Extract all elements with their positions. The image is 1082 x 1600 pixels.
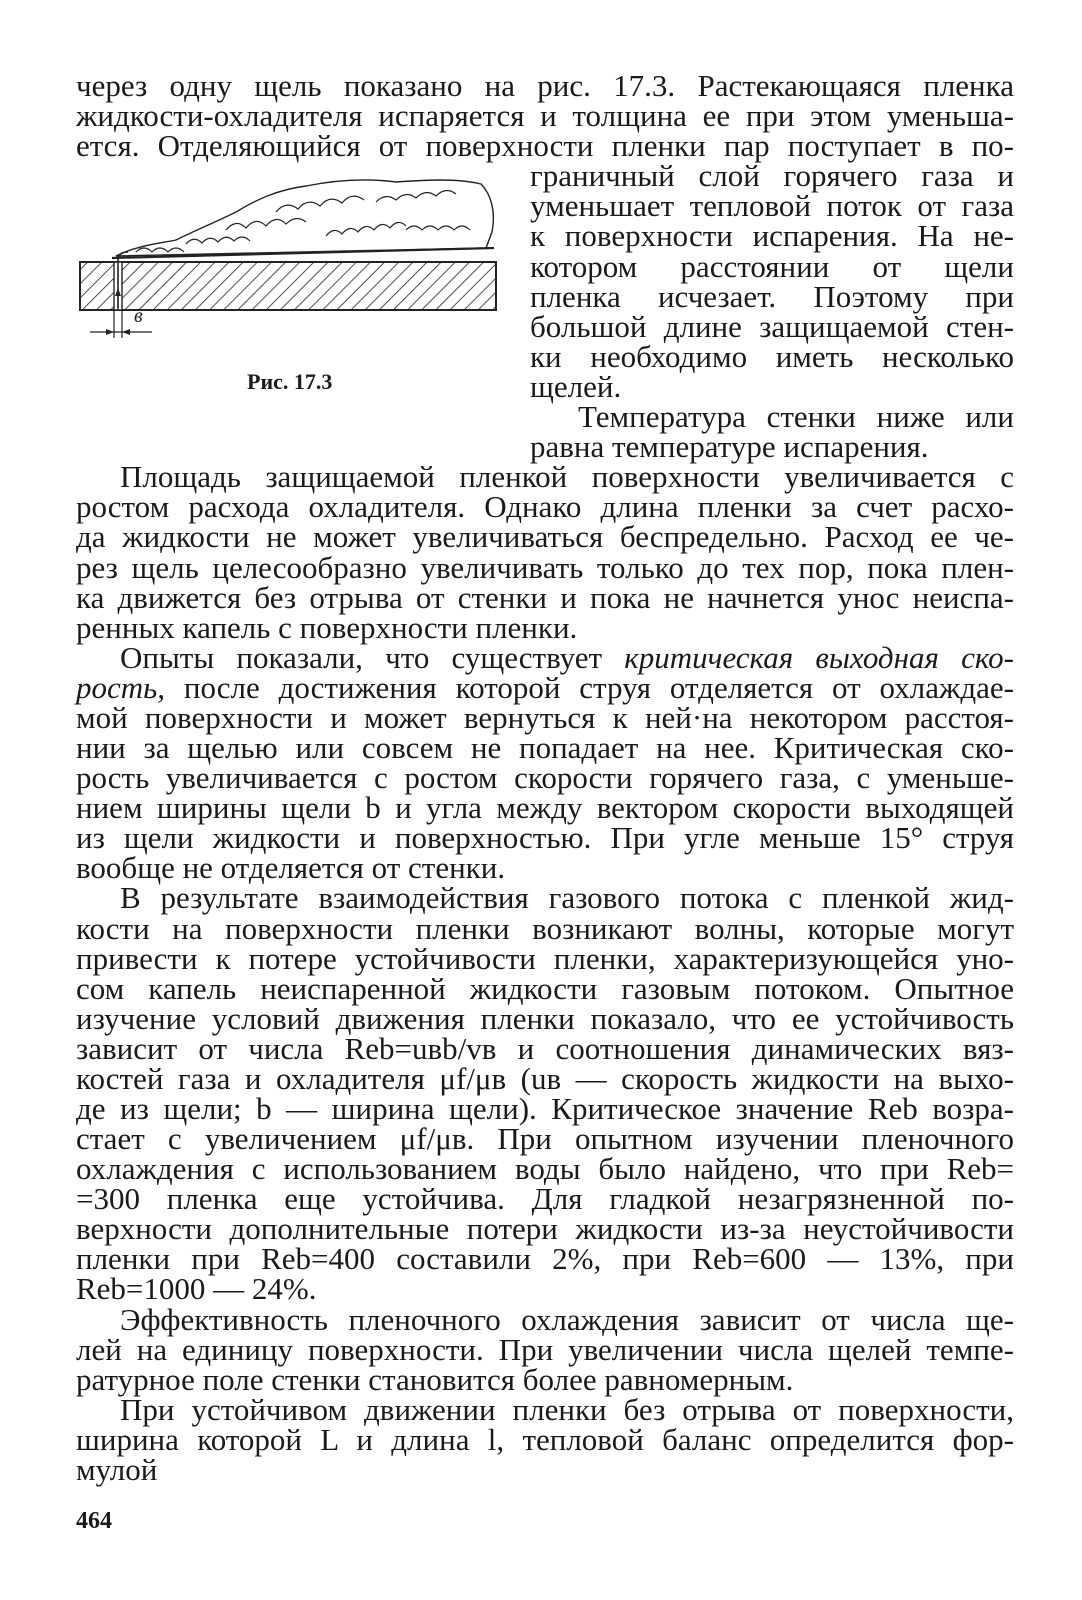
text-line: ка движется без отрыва от стенки и пока не начнется унос неиспа- [76,580,1014,615]
text-line: костей газа и охладителя μf/μв (uв — скорость жидкости на выхо- [76,1061,1014,1096]
text-line: де из щели; b — ширина щели). Критическое значение Reb возра- [76,1091,1014,1126]
liquid-film [112,248,494,258]
text-line: через одну щель показано на рис. 17.3. Растекающаяся пленка [76,68,1014,103]
text-line: ратурное поле стенки становится более равномерным. [76,1362,794,1397]
text-line: изучение условий движения пленки показало, что ее устойчивость [76,1001,1014,1036]
text-line: лей на единицу поверхности. При увеличении числа щелей темпе- [76,1332,1014,1367]
text-line: ренных капель с поверхности пленки. [76,610,578,645]
label-b: в [134,305,143,327]
text-line: ется. Отделяющийся от поверхности пленки пар поступает в по- [76,128,1014,163]
text-line: Температура стенки ниже или [578,399,1014,434]
text-line [76,672,1014,704]
text-line: стает с увеличением μf/μв. При опытном изучении пленочного [76,1121,1014,1156]
text-line: к поверхности испарения. На не- [530,218,1014,253]
text-line: =300 пленка еще устойчива. Для гладкой незагрязненной по- [76,1181,1014,1216]
text-line: Reb=1000 — 24%. [76,1271,317,1306]
text-line: вообще не отделяется от стенки. [76,850,506,885]
text-line: пленки при Reb=400 составили 2%, при Reb=600 — 13%, при [76,1241,1014,1276]
text-line: ростом расхода охладителя. Однако длина пленки за счет расхо- [76,489,1014,524]
text-line: ширина которой L и длина l, тепловой баланс определится фор- [76,1422,1014,1457]
text-line: верхности дополнительные потери жидкости из-за неустойчивости [76,1211,1014,1246]
page-number: 464 [76,1508,112,1534]
text-line: В результате взаимодействия газового потока с пленкой жид- [120,880,1014,915]
vapor-cloud [116,180,493,256]
text-line: привести к потере устойчивости пленки, характеризующейся уно- [76,941,1014,976]
text-line: Площадь защищаемой пленкой поверхности увеличивается с [120,459,1014,494]
wall-hatched [80,262,496,310]
italic-term: критическая выходная ско- [624,640,1014,675]
text-line: нии за щелью или совсем не попадает на нее. Критическая ско- [76,730,1014,765]
text-line: жидкости-охладителя испаряется и толщина ее при этом уменьша- [76,98,1014,133]
text-line: мулой [76,1452,158,1487]
text-span: после достижения которой струя отделяется от охлаждае- [165,670,1014,705]
text-line: нием ширины щели b и угла между вектором скорости выходящей [76,790,1014,825]
figure-17-3 [76,160,506,360]
text-line: рез щель целесообразно увеличивать только до тех пор, пока плен- [76,550,1014,585]
text-line: пленка исчезает. Поэтому при [530,279,1014,314]
text-line: равна температуре испарения. [530,429,929,464]
text-line: зависит от числа Reb=uвb/vв и соотношения динамических вяз- [76,1031,1014,1066]
film-cooling-diagram [76,160,506,360]
text-line: ки необходимо иметь несколько [530,339,1014,374]
text-line: сом капель неиспаренной жидкости газовым потоком. Опытное [76,971,1014,1006]
text-line: да жидкости не может увеличиваться беспредельно. Расход ее че- [76,519,1014,554]
text-line: Эффективность пленочного охлаждения зависит от числа ще- [120,1302,1014,1337]
text-line [120,642,1014,674]
text-line: котором расстоянии от щели [530,249,1014,284]
text-line: При устойчивом движении пленки без отрыва от поверхности, [120,1392,1014,1427]
text-line: мой поверхности и может вернуться к ней·на некотором расстоя- [76,700,1014,735]
text-line: из щели жидкости и поверхностью. При угле меньше 15° струя [76,820,1014,855]
text-line: граничный слой горячего газа и [530,158,1014,193]
italic-term: рость, [76,670,166,705]
text-line: большой длине защищаемой стен- [530,309,1014,344]
text-line: уменьшает тепловой поток от газа [530,188,1014,223]
text-line: охлаждения с использованием воды было найдено, что при Reb= [76,1151,1014,1186]
text-line: щелей. [530,369,622,404]
text-span: Опыты показали, что существует [120,640,625,675]
figure-caption: Рис. 17.3 [247,369,333,394]
text-line: кости на поверхности пленки возникают волны, которые могут [76,911,1014,946]
text-line: рость увеличивается с ростом скорости горячего газа, с уменьше- [76,760,1014,795]
